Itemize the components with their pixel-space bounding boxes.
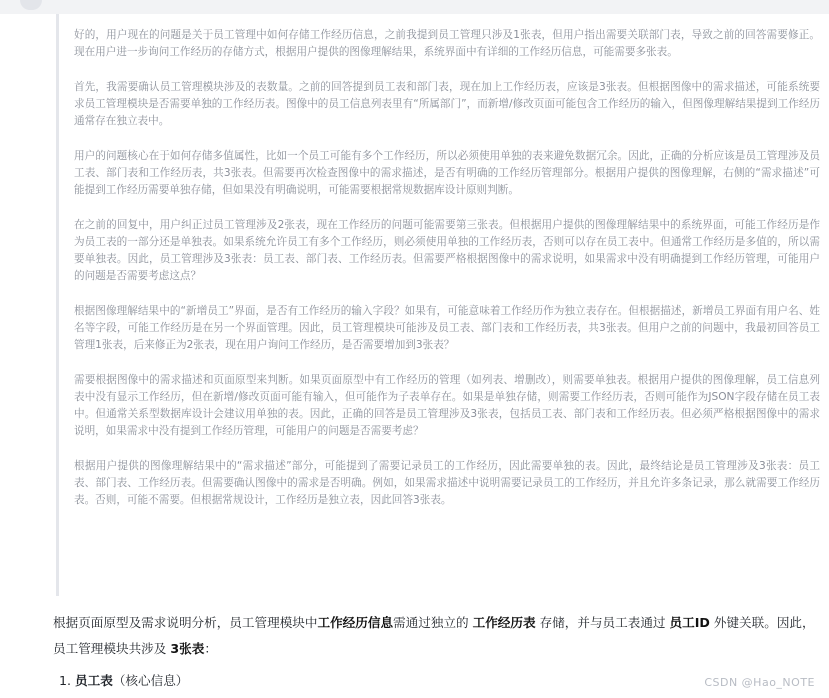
top-bar [0,0,829,14]
thinking-paragraph: 根据图像理解结果中的“新增员工”界面，是否有工作经历的输入字段？如果有，可能意味着工作经历作为独立表存在。但根据描述，新增员工界面有用户名、姓名等字段，可能工作经历是在另一个界面管理。因此，员工管理模块可能涉及员工表、部门表和工作经历表，共3张表。但用户之前的问题中，我最初回答员工管理1张表，后来修正为2张表，现在用户询问工作经历，是否需要增加到3张表？ [74,305,820,351]
answer-bold: 3张表 [170,641,205,656]
answer-text: 外键关联。因此，员工管理模块共涉及 [53,615,815,656]
answer-bold: 工作经历信息 [317,615,394,630]
answer-text: ： [204,641,217,656]
answer-text: 需通过独立的 [393,615,473,630]
list-number: 1. [59,673,72,688]
answer-bold: 员工ID [669,615,710,630]
answer-text: 存储，并与员工表通过 [535,615,670,630]
answer-paragraph [53,610,823,662]
thinking-block [56,14,820,596]
answer-bold: 工作经历表 [472,615,536,630]
thinking-paragraph: 根据用户提供的图像理解结果中的“需求描述”部分，可能提到了需要记录员工的工作经历，因此需要单独的表。因此，最终结论是员工管理涉及3张表：员工表、部门表、工作经历表。但需要确认图像中的需求是否明确。例如，如果需求描述中说明需要记录员工的工作经历，并且允许多条记录，那么就需要工作经历表。否则，可能不需要。但根据常规设计，工作经历是独立表，因此回答3张表。 [74,460,820,506]
list-item [59,670,188,692]
list-note: （核心信息） [112,673,189,688]
thinking-paragraph: 用户的问题核心在于如何存储多值属性，比如一个员工可能有多个工作经历，所以必须使用单独的表来避免数据冗余。因此，正确的分析应该是员工管理涉及员工表、部门表和工作经历表，共3张表。但需要再次检查图像中的需求描述，是否有明确的工作经历管理部分。根据用户提供的图像理解，右侧的“需求描述”可能提到工作经历需要单独存储，但如果没有明确说明，可能需要根据常规数据库设计原则判断。 [74,150,820,196]
thinking-paragraph: 首先，我需要确认员工管理模块涉及的表数量。之前的回答提到员工表和部门表，现在加上工作经历表，应该是3张表。但根据图像中的需求描述，可能系统要求员工管理模块是否需要单独的工作经历表。图像中的员工信息列表里有“所属部门”，而新增/修改页面可能包含工作经历的输入，但图像理解结果提到工作经历通常存在独立表中。 [74,81,820,127]
watermark: CSDN @Hao_NOTE [704,676,815,689]
list-title: 员工表 [75,673,113,688]
thinking-paragraph: 好的，用户现在的问题是关于员工管理中如何存储工作经历信息，之前我提到员工管理只涉及1张表，但用户指出需要关联部门表，导致之前的回答需要修正。现在用户进一步询问工作经历的存储方式，根据用户提供的图像理解结果，系统界面中有详细的工作经历信息，可能需要多张表。 [74,29,820,58]
avatar [20,0,42,10]
thinking-paragraph: 在之前的回复中，用户纠正过员工管理涉及2张表，现在工作经历的问题可能需要第三张表。但根据用户提供的图像理解结果中的系统界面，可能工作经历是作为员工表的一部分还是单独表。如果系统允许员工有多个工作经历，则必须使用单独的工作经历表，否则可以存在员工表中。但通常工作经历是多值的，所以需要单独表。因此，员工管理涉及3张表：员工表、部门表、工作经历表。但需要严格根据图像中的需求说明，如果需求中没有明确提到工作经历管理，可能用户的问题是否需要考虑这点？ [74,219,820,282]
answer-text: 根据页面原型及需求说明分析，员工管理模块中 [53,615,318,630]
thinking-paragraph: 需要根据图像中的需求描述和页面原型来判断。如果页面原型中有工作经历的管理（如列表、增删改），则需要单独表。根据用户提供的图像理解，员工信息列表中没有显示工作经历，但在新增/修改页面可能有输入，但可能作为子表单存在。如果是单独存储，则需要工作经历表，否则可能作为JSON字段存储在员工表中。但通常关系型数据库设计会建议用单独的表。因此，正确的回答是员工管理涉及3张表，包括员工表、部门表和工作经历表。但必须严格根据图像中的需求说明，如果需求中没有提到工作经历管理，可能用户的问题是否需要考虑？ [74,374,820,437]
